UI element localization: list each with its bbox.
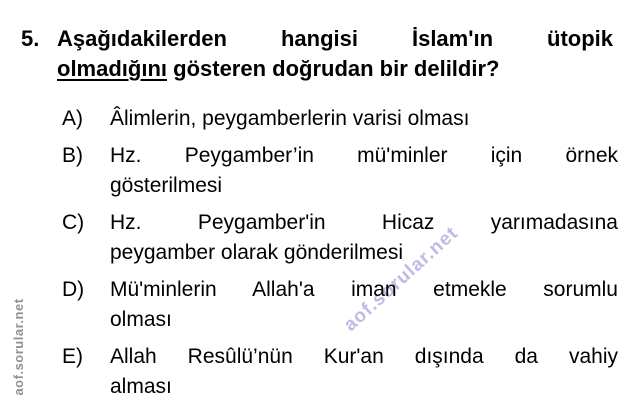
option-a-text xyxy=(110,104,618,134)
option-c xyxy=(62,208,618,268)
option-a-letter: A) xyxy=(62,107,83,130)
option-e xyxy=(62,342,618,402)
question-line-1: Aşağıdakilerden hangisi İslam'ın ütopik xyxy=(57,26,613,51)
question-block xyxy=(21,24,613,84)
option-c-line-1: Hz. Peygamber'in Hicaz yarımadasına xyxy=(110,211,618,234)
option-e-text xyxy=(110,342,618,402)
option-b-line-1: Hz. Peygamber’in mü'minler için örnek xyxy=(110,144,618,167)
option-c-line-2: peygamber olarak gönderilmesi xyxy=(110,241,403,264)
option-c-text xyxy=(110,208,618,268)
question-line-2-rest: gösteren doğrudan bir delildir? xyxy=(173,56,500,81)
question-number: 5. xyxy=(21,26,40,51)
option-d-text xyxy=(110,275,618,335)
question-underlined-word: olmadığını xyxy=(57,56,167,81)
option-b-letter: B) xyxy=(62,144,83,167)
option-d xyxy=(62,275,618,335)
option-e-letter: E) xyxy=(62,345,83,368)
option-a-line-1: Âlimlerin, peygamberlerin varisi olması xyxy=(110,107,470,130)
question-line-2 xyxy=(57,54,613,84)
option-a xyxy=(62,104,618,134)
option-e-line-2: alması xyxy=(110,375,172,398)
options-list xyxy=(62,104,618,409)
option-e-line-1: Allah Resûlü’nün Kur'an dışında da vahiy xyxy=(110,345,618,368)
option-b-text xyxy=(110,141,618,201)
option-d-line-1: Mü'minlerin Allah'a iman etmekle sorumlu xyxy=(110,278,618,301)
option-b xyxy=(62,141,618,201)
option-b-line-2: gösterilmesi xyxy=(110,174,223,197)
option-d-letter: D) xyxy=(62,278,85,301)
side-watermark-text: aof.sorular.net xyxy=(11,298,26,396)
option-c-letter: C) xyxy=(62,211,85,234)
question-text xyxy=(57,24,613,84)
diagonal-watermark-text: aof.sorular.net xyxy=(339,222,463,336)
option-d-line-2: olması xyxy=(110,308,172,331)
